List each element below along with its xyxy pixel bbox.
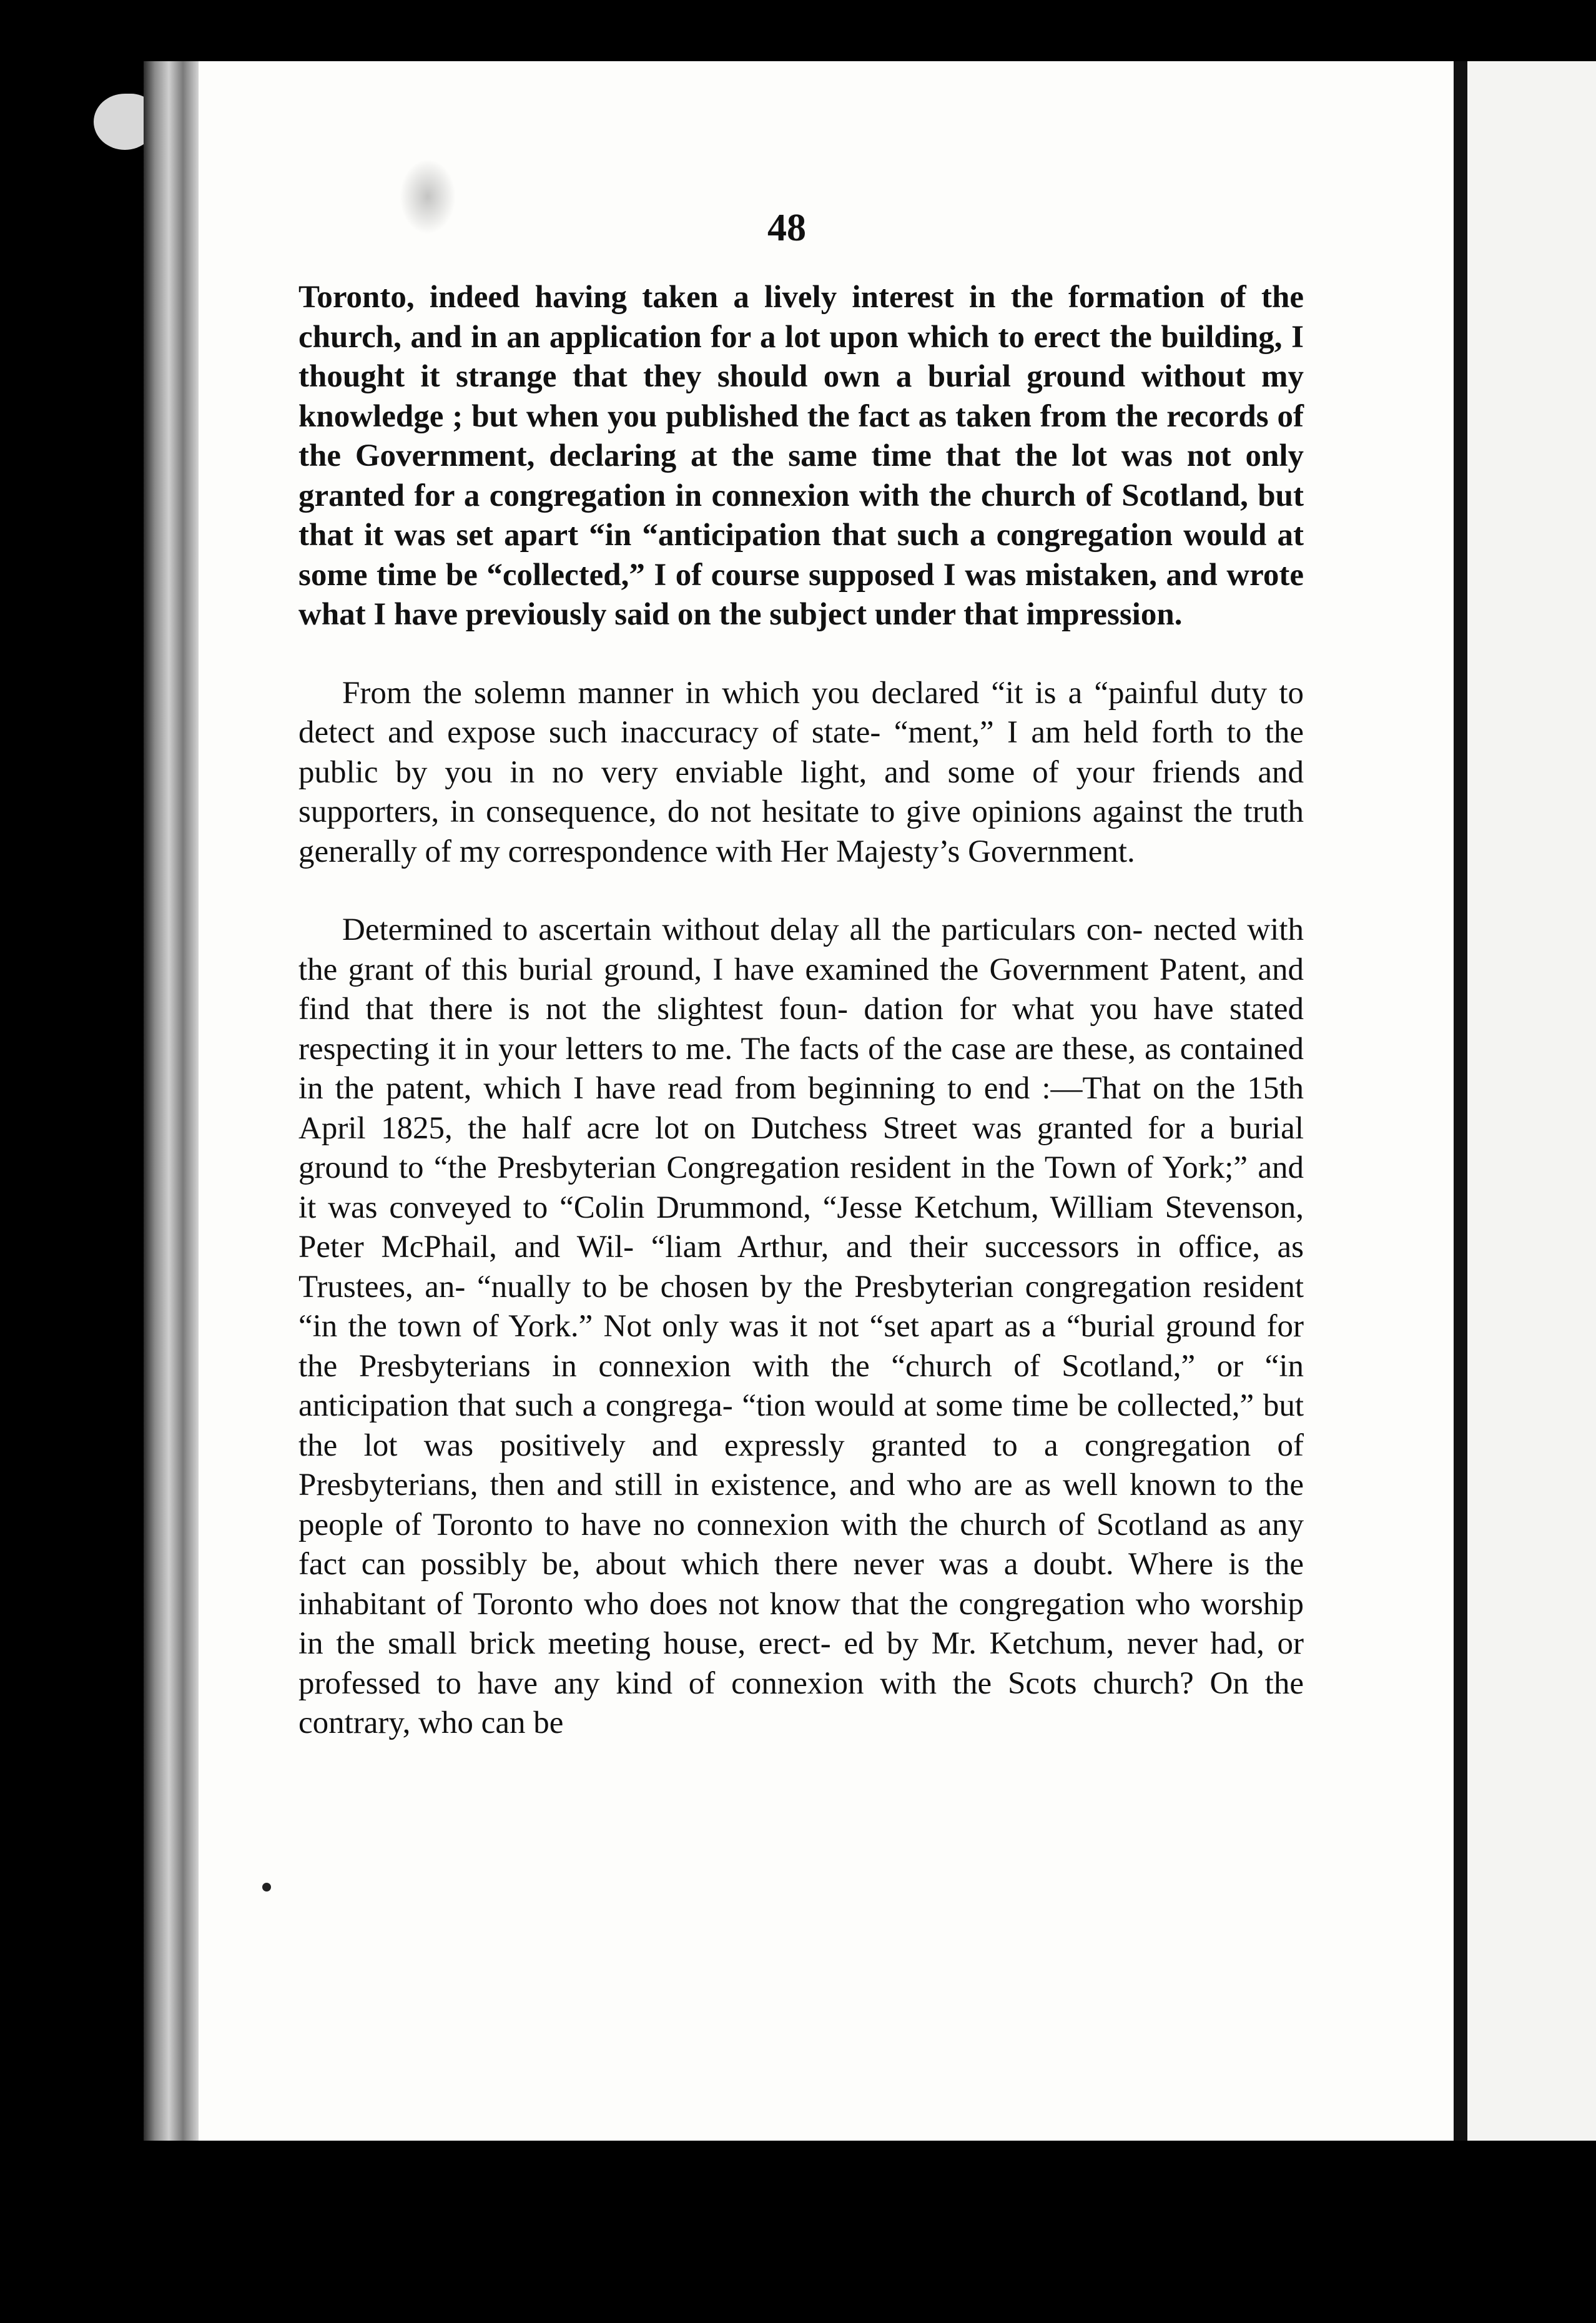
paragraph-2: From the solemn manner in which you declared “it is a “painful duty to detect and expose such inaccuracy of state- “ment,” I am held forth to the public by you in no very enviable light, and some of your friends and supporters, in consequence, do not hesitate to give opinions against the truth generally of my correspondence with Her Majesty’s Government.: [298, 675, 1304, 869]
book-spine-edge: [144, 61, 200, 2141]
body-text: [298, 278, 1304, 1743]
ink-smudge: [400, 159, 456, 234]
facing-page-edge: [1467, 61, 1596, 2141]
ink-speck: [262, 1883, 271, 1891]
paragraph-1: Toronto, indeed having taken a lively interest in the formation of the church, and in an application for a lot upon which to erect the building, I thought it strange that they should own a burial ground without my knowledge ; but when you published the fact as taken from the records of the Government, declaring at the same time that the lot was not only granted for a congregation in connexion with the church of Scotland, but that it was set apart “in “anticipation that such a congregation would at some time be “collected,” I of course supposed I was mistaken, and wrote what I have previously said on the subject under that impression.: [298, 280, 1304, 632]
paragraph-3: Determined to ascertain without delay all the particulars con- nected with the grant of this burial ground, I have examined the Government Patent, and find that there is not the slightest foun- dation for what you have stated respecting it in your letters to me. The facts of the case are these, as contained in the patent, which I have read from beginning to end :—That on the 15th April 1825, the half acre lot on Dutchess Street was granted for a burial ground to “the Presbyterian Congregation resident in the Town of York;” and it was conveyed to “Colin Drummond, “Jesse Ketchum, William Stevenson, Peter McPhail, and Wil- “liam Arthur, and their successors in office, as Trustees, an- “nually to be chosen by the Presbyterian congregation resident “in the town of York.” Not only was it not “set apart as a “burial ground for the Presbyterians in connexion with the “church of Scotland,” or “in anticipation that such a congrega- “tion would at some time be collected,” but the lot was positively and expressly granted to a congregation of Presbyterians, then and still in existence, and who are as well known to the people of Toronto to have no connexion with the church of Scotland as any fact can possibly be, about which there never was a doubt. Where is the inhabitant of Toronto who does not know that the congregation who worship in the small brick meeting house, erect- ed by Mr. Ketchum, never had, or professed to have any kind of connexion with the Scots church? On the contrary, who can be: [298, 912, 1304, 1740]
page-number: 48: [767, 207, 806, 249]
page-gutter: [1454, 61, 1467, 2141]
